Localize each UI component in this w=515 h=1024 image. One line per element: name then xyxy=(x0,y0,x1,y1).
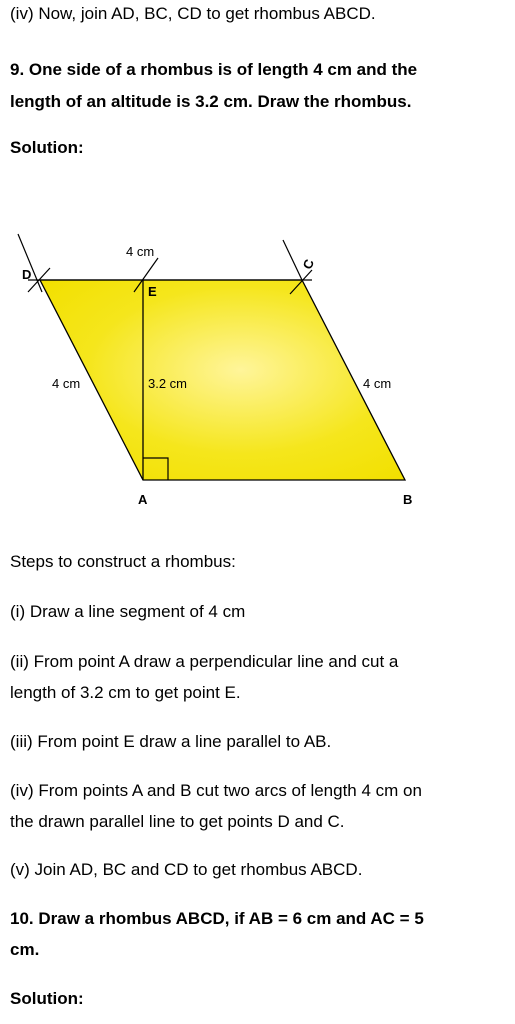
point-c-label: C xyxy=(299,257,318,272)
point-a-label: A xyxy=(138,492,148,507)
arc-d xyxy=(18,234,42,292)
step-2-line-1: (ii) From point A draw a perpendicular line and cut a xyxy=(10,652,399,671)
solution-heading: Solution: xyxy=(10,138,84,157)
label-altitude: 3.2 cm xyxy=(148,376,188,391)
question-9-line-2: length of an altitude is 3.2 cm. Draw the rhombus. xyxy=(10,92,412,111)
label-right-side: 4 cm xyxy=(363,376,392,391)
point-e-label: E xyxy=(148,284,157,299)
label-left-side: 4 cm xyxy=(52,376,81,391)
point-b-label: B xyxy=(403,492,413,507)
question-10-line-1: 10. Draw a rhombus ABCD, if AB = 6 cm and AC = 5 xyxy=(10,909,424,928)
step-4-line-2: the drawn parallel line to get points D and C. xyxy=(10,812,345,831)
step-3: (iii) From point E draw a line parallel to AB. xyxy=(10,732,332,751)
solution-heading-2: Solution: xyxy=(10,989,84,1008)
rhombus-diagram xyxy=(0,230,515,520)
point-d-label: D xyxy=(22,267,32,282)
arc-c xyxy=(283,240,302,280)
steps-heading: Steps to construct a rhombus: xyxy=(10,552,236,571)
step-1: (i) Draw a line segment of 4 cm xyxy=(10,602,246,621)
question-10-line-2: cm. xyxy=(10,940,40,959)
step-2-line-2: length of 3.2 cm to get point E. xyxy=(10,683,241,702)
step-5: (v) Join AD, BC and CD to get rhombus ABCD. xyxy=(10,860,363,879)
rhombus-shape xyxy=(40,280,405,480)
intro-step: (iv) Now, join AD, BC, CD to get rhombus ABCD. xyxy=(10,4,376,23)
question-9-line-1: 9. One side of a rhombus is of length 4 cm and the xyxy=(10,60,418,79)
step-4-line-1: (iv) From points A and B cut two arcs of length 4 cm on xyxy=(10,781,422,800)
label-top-length: 4 cm xyxy=(126,244,155,259)
